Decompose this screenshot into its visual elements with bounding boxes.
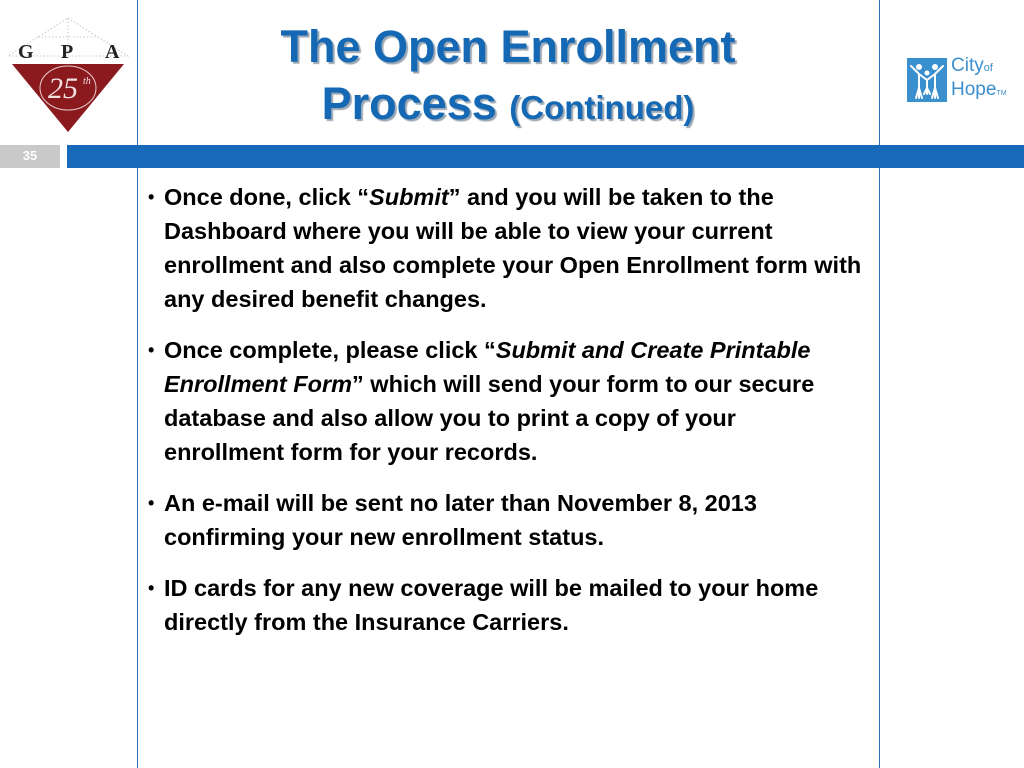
coh-word-city: City [951, 55, 984, 76]
bullet-1-emphasis: Submit [369, 184, 449, 210]
title-line-1: The Open Enrollment [280, 21, 736, 72]
gpa-anniversary-number: 25 [48, 72, 78, 105]
title-continued: (Continued) [509, 89, 695, 126]
bullet-item-2 [146, 333, 862, 469]
gpa-logo [4, 16, 132, 134]
gpa-letter-p: P [61, 41, 74, 63]
page-title [140, 18, 876, 136]
city-of-hope-logo [907, 55, 1017, 108]
title-underline-band [67, 145, 1024, 168]
bullet-list [146, 180, 862, 656]
gpa-letter-g: G [18, 41, 34, 63]
coh-word-hope: Hope [951, 79, 997, 100]
city-of-hope-wordmark [951, 55, 1007, 104]
bullet-1-text-pre: Once done, click “ [164, 184, 370, 210]
title-process: Process [321, 78, 497, 129]
page-number: 35 [22, 148, 38, 163]
bullet-4-text: ID cards for any new coverage will be mailed to your home directly from the Insurance Carriers. [164, 575, 819, 635]
city-of-hope-figures-icon [907, 58, 947, 102]
title-line-2 [140, 75, 876, 136]
coh-trademark: TM [996, 90, 1007, 97]
gpa-anniversary-suffix: th [83, 76, 91, 87]
bullet-2-emphasis: Submit and Create Printable Enrollment Form [164, 337, 811, 397]
bullet-item-3 [146, 486, 862, 554]
bullet-1-text-post: ” and you will be taken to the Dashboard where you will be able to view your current enrollment and also complete your Open Enrollment form with any desired benefit changes. [164, 184, 862, 312]
coh-word-of: of [983, 62, 993, 74]
bullet-3-text: An e-mail will be sent no later than November 8, 2013 confirming your new enrollment status. [164, 490, 757, 550]
bullet-item-1 [146, 180, 862, 316]
bullet-item-4 [146, 571, 862, 639]
bullet-2-text-post: ” which will send your form to our secure database and also allow you to print a copy of your enrollment form for your records. [164, 371, 815, 465]
gpa-letter-a: A [105, 41, 120, 63]
right-divider-line [879, 0, 880, 768]
left-divider-line [137, 0, 138, 768]
bullet-2-text-pre: Once complete, please click “ [164, 337, 496, 363]
